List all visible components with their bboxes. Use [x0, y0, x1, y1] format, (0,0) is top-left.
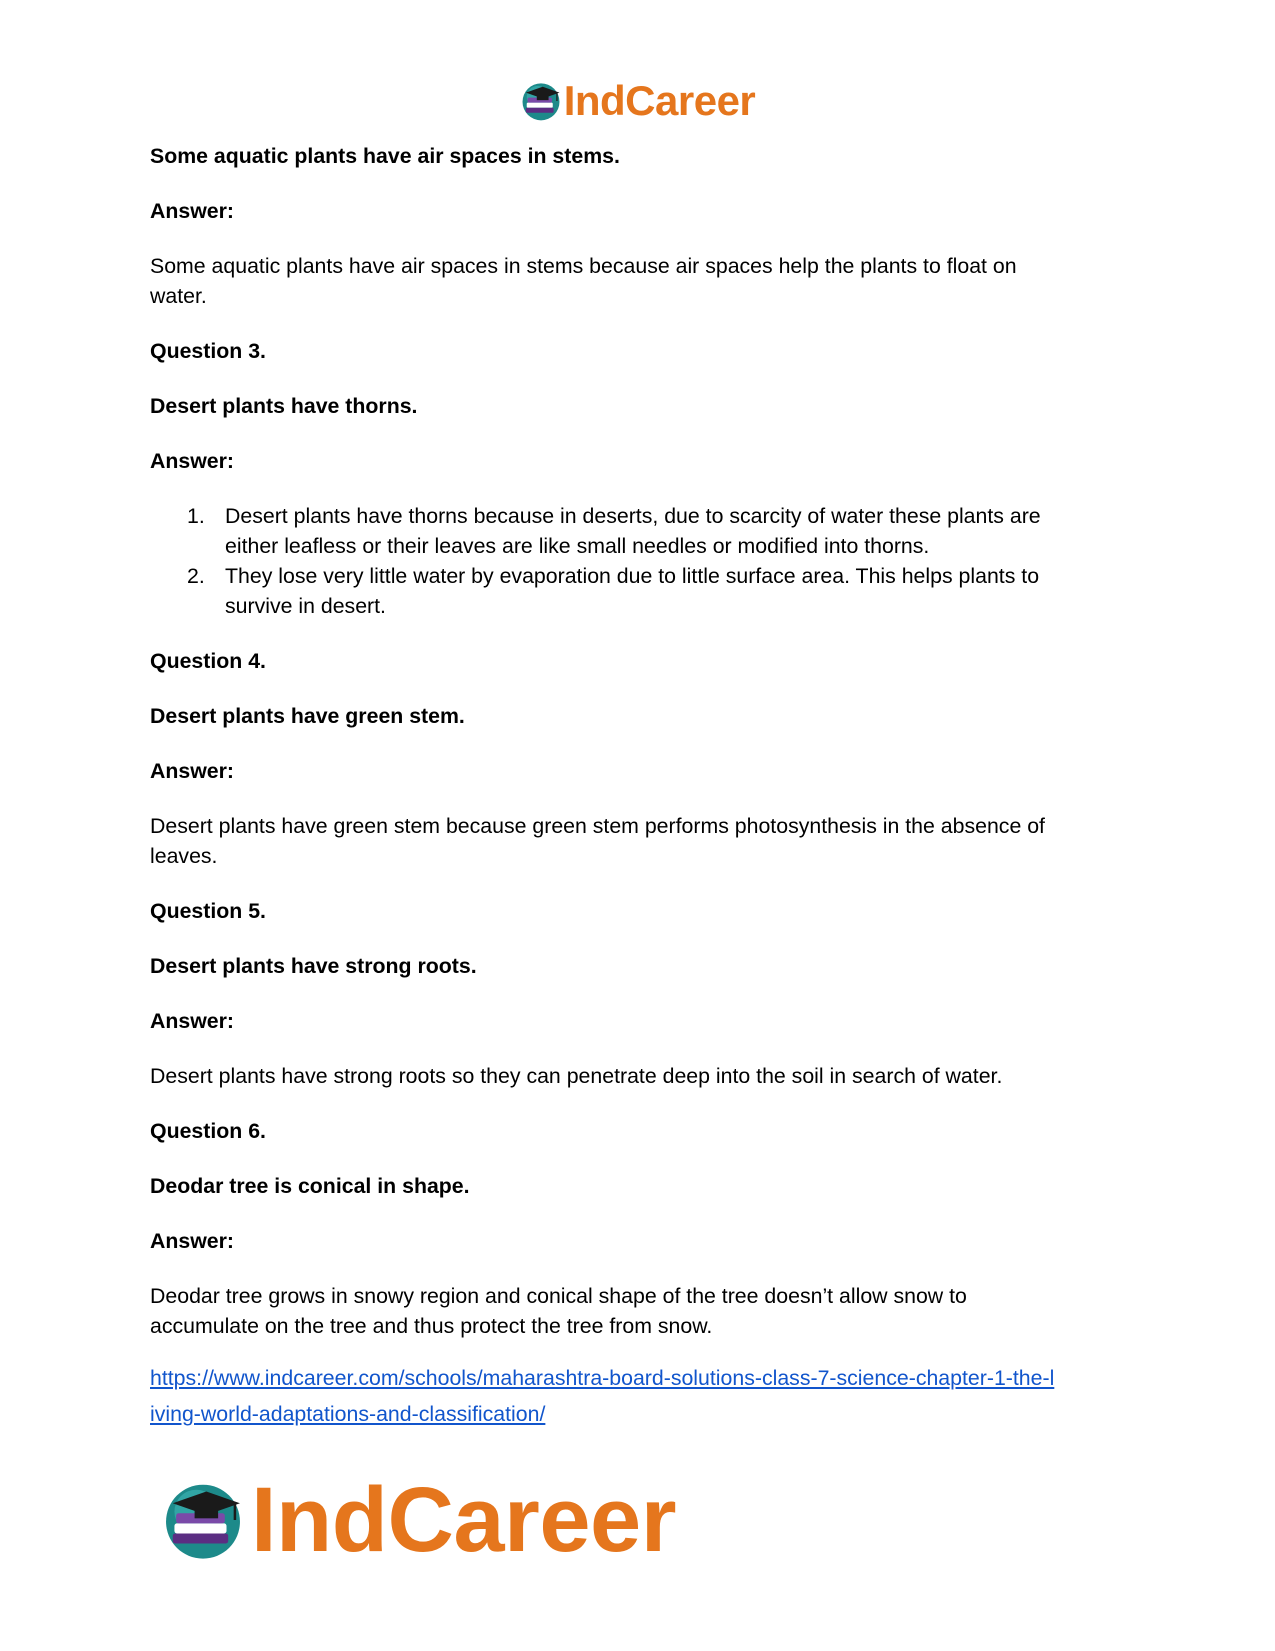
list-item-number: 2.: [187, 564, 205, 588]
graduation-cap-book-icon: [161, 1478, 245, 1562]
answer-text: accumulate on the tree and thus protect the tree from snow.: [150, 1314, 713, 1338]
footer-logo: [161, 1469, 676, 1571]
question-heading: Question 6.: [150, 1119, 266, 1143]
source-link-text[interactable]: iving-world-adaptations-and-classification/: [150, 1402, 546, 1426]
logo-wordmark: IndCareer: [251, 1469, 676, 1571]
answer-text: leaves.: [150, 844, 218, 868]
answer-label: Answer:: [150, 1009, 235, 1033]
list-item-text: They lose very little water by evaporation due to little surface area. This helps plants to: [225, 564, 1040, 588]
question-prompt: Some aquatic plants have air spaces in stems.: [150, 144, 620, 168]
question-prompt: Deodar tree is conical in shape.: [150, 1174, 470, 1198]
question-prompt: Desert plants have strong roots.: [150, 954, 477, 978]
answer-list: [150, 501, 1130, 621]
list-item-text: Desert plants have thorns because in deserts, due to scarcity of water these plants are: [225, 504, 1041, 528]
list-item-number: 1.: [187, 504, 205, 528]
answer-label: Answer:: [150, 199, 235, 223]
header-logo: [0, 77, 1275, 124]
question-heading: Question 5.: [150, 899, 266, 923]
source-link-text[interactable]: https://www.indcareer.com/schools/maharashtra-board-solutions-class-7-science-chapter-1-the-l: [150, 1366, 1055, 1390]
list-item-text: survive in desert.: [225, 594, 386, 618]
answer-text: Deodar tree grows in snowy region and conical shape of the tree doesn’t allow snow to: [150, 1284, 967, 1308]
answer-label: Answer:: [150, 759, 235, 783]
question-prompt: Desert plants have thorns.: [150, 394, 418, 418]
document-body: [150, 141, 1130, 1432]
answer-label: Answer:: [150, 1229, 235, 1253]
list-item: [187, 561, 1130, 621]
source-link[interactable]: [150, 1360, 1130, 1432]
list-item: [187, 501, 1130, 561]
question-heading: Question 4.: [150, 649, 266, 673]
answer-label: Answer:: [150, 449, 235, 473]
graduation-cap-book-icon: [520, 80, 562, 122]
indcareer-logo: [520, 77, 756, 124]
logo-wordmark: IndCareer: [563, 77, 756, 124]
answer-text: water.: [150, 284, 207, 308]
answer-text: Some aquatic plants have air spaces in stems because air spaces help the plants to float on: [150, 254, 1017, 278]
question-prompt: Desert plants have green stem.: [150, 704, 465, 728]
list-item-text: either leafless or their leaves are like small needles or modified into thorns.: [225, 534, 930, 558]
answer-text: Desert plants have strong roots so they can penetrate deep into the soil in search of water.: [150, 1064, 1003, 1088]
answer-text: Desert plants have green stem because green stem performs photosynthesis in the absence of: [150, 814, 1045, 838]
indcareer-logo: [161, 1469, 676, 1571]
question-heading: Question 3.: [150, 339, 266, 363]
